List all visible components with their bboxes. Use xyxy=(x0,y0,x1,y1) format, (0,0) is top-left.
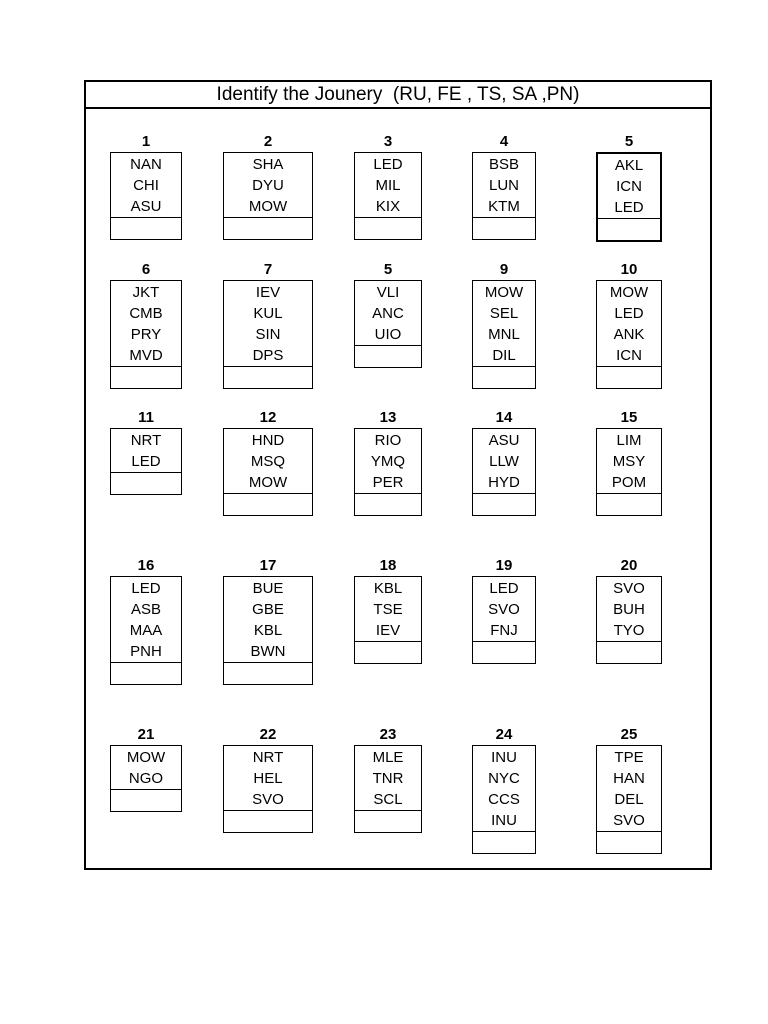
route-codes xyxy=(597,429,661,493)
city-code: PNH xyxy=(130,643,162,660)
answer-field[interactable] xyxy=(355,345,421,367)
city-code: MSQ xyxy=(250,453,286,470)
city-code: AKL xyxy=(614,157,644,174)
route-box xyxy=(223,576,313,685)
item-number: 6 xyxy=(141,261,151,278)
item-number: 20 xyxy=(620,557,638,574)
city-code: LED xyxy=(614,305,644,322)
city-code: LED xyxy=(614,199,644,216)
journey-item xyxy=(110,409,182,495)
answer-field[interactable] xyxy=(473,217,535,239)
city-code: KBL xyxy=(373,580,403,597)
item-number: 1 xyxy=(141,133,151,150)
city-code: NYC xyxy=(488,770,520,787)
route-box xyxy=(223,428,313,516)
route-box xyxy=(110,428,182,495)
item-number: 5 xyxy=(383,261,393,278)
route-codes xyxy=(111,746,181,789)
route-box xyxy=(596,745,662,854)
city-code: LED xyxy=(131,580,161,597)
route-codes xyxy=(473,429,535,493)
city-code: DYU xyxy=(252,177,284,194)
route-box xyxy=(223,280,313,389)
city-code: MAA xyxy=(129,622,163,639)
answer-field[interactable] xyxy=(473,641,535,663)
item-number: 3 xyxy=(383,133,393,150)
city-code: BWN xyxy=(250,643,286,660)
worksheet-title: Identify the Jounery (RU, FE , TS, SA ,PN) xyxy=(86,82,710,109)
item-number: 19 xyxy=(495,557,513,574)
route-box xyxy=(596,280,662,389)
journey-item xyxy=(110,133,182,240)
city-code: KUL xyxy=(253,305,283,322)
item-number: 15 xyxy=(620,409,638,426)
answer-field[interactable] xyxy=(355,217,421,239)
city-code: INU xyxy=(491,812,517,829)
city-code: YMQ xyxy=(370,453,406,470)
answer-field[interactable] xyxy=(598,218,660,240)
route-box xyxy=(472,280,536,389)
city-code: PRY xyxy=(130,326,162,343)
city-code: HYD xyxy=(488,474,520,491)
city-code: MOW xyxy=(609,284,649,301)
answer-field[interactable] xyxy=(224,217,312,239)
city-code: DPS xyxy=(252,347,284,364)
answer-field[interactable] xyxy=(473,831,535,853)
route-box xyxy=(110,576,182,685)
answer-field[interactable] xyxy=(224,662,312,684)
item-number: 12 xyxy=(259,409,277,426)
route-codes xyxy=(224,153,312,217)
city-code: SVO xyxy=(488,601,520,618)
city-code: TYO xyxy=(613,622,645,639)
city-code: CMB xyxy=(129,305,163,322)
city-code: SVO xyxy=(613,812,645,829)
city-code: ASB xyxy=(130,601,161,618)
route-codes xyxy=(355,429,421,493)
city-code: ICN xyxy=(616,178,642,195)
answer-field[interactable] xyxy=(473,366,535,388)
city-code: SIN xyxy=(255,326,281,343)
route-box xyxy=(223,152,313,240)
city-code: MVD xyxy=(129,347,163,364)
journey-item xyxy=(472,261,536,389)
item-number: 7 xyxy=(263,261,273,278)
item-number: 21 xyxy=(137,726,155,743)
city-code: MNL xyxy=(488,326,520,343)
route-box xyxy=(354,152,422,240)
city-code: CHI xyxy=(133,177,159,194)
answer-field[interactable] xyxy=(111,472,181,494)
item-number: 10 xyxy=(620,261,638,278)
route-codes xyxy=(355,746,421,810)
route-codes xyxy=(473,153,535,217)
journey-item xyxy=(223,726,313,833)
answer-field[interactable] xyxy=(597,366,661,388)
route-codes xyxy=(224,746,312,810)
city-code: ICN xyxy=(616,347,642,364)
route-box xyxy=(472,576,536,664)
item-number: 24 xyxy=(495,726,513,743)
city-code: ASU xyxy=(488,432,520,449)
journey-item xyxy=(354,261,422,368)
route-codes xyxy=(473,746,535,831)
journey-item xyxy=(596,409,662,516)
answer-field[interactable] xyxy=(597,641,661,663)
journey-item xyxy=(472,409,536,516)
item-number: 25 xyxy=(620,726,638,743)
journey-item xyxy=(354,133,422,240)
route-box xyxy=(354,280,422,368)
route-codes xyxy=(473,281,535,366)
city-code: SEL xyxy=(489,305,519,322)
answer-field[interactable] xyxy=(111,366,181,388)
route-codes xyxy=(473,577,535,641)
journey-item xyxy=(110,261,182,389)
city-code: SVO xyxy=(252,791,284,808)
item-number: 11 xyxy=(138,409,154,426)
item-number: 4 xyxy=(499,133,509,150)
journey-item xyxy=(110,726,182,812)
journey-item xyxy=(596,726,662,854)
city-code: NGO xyxy=(128,770,164,787)
route-box xyxy=(110,745,182,812)
city-code: HEL xyxy=(253,770,283,787)
city-code: BSB xyxy=(488,156,519,173)
item-number: 17 xyxy=(259,557,277,574)
city-code: NRT xyxy=(130,432,162,449)
city-code: MIL xyxy=(375,177,401,194)
city-code: UIO xyxy=(374,326,402,343)
route-codes xyxy=(355,577,421,641)
city-code: PER xyxy=(372,474,404,491)
journey-item xyxy=(223,557,313,685)
city-code: TNR xyxy=(372,770,404,787)
city-code: LLW xyxy=(489,453,519,470)
route-codes xyxy=(597,281,661,366)
answer-field[interactable] xyxy=(111,217,181,239)
city-code: MSY xyxy=(612,453,646,470)
answer-field[interactable] xyxy=(111,662,181,684)
route-codes xyxy=(111,429,181,472)
answer-field[interactable] xyxy=(224,810,312,832)
route-codes xyxy=(224,429,312,493)
answer-field[interactable] xyxy=(224,366,312,388)
city-code: DIL xyxy=(492,347,516,364)
city-code: TSE xyxy=(373,601,403,618)
route-box xyxy=(596,576,662,664)
answer-field[interactable] xyxy=(473,493,535,515)
journey-item xyxy=(596,261,662,389)
journey-item xyxy=(472,133,536,240)
journey-item xyxy=(223,261,313,389)
city-code: MLE xyxy=(372,749,404,766)
city-code: DEL xyxy=(614,791,644,808)
city-code: TPE xyxy=(614,749,644,766)
route-box xyxy=(223,745,313,833)
route-box xyxy=(596,428,662,516)
item-number: 18 xyxy=(379,557,397,574)
route-codes xyxy=(598,154,660,218)
city-code: MOW xyxy=(248,198,288,215)
journey-item xyxy=(354,409,422,516)
worksheet xyxy=(84,80,712,870)
city-code: LED xyxy=(131,453,161,470)
route-codes xyxy=(597,577,661,641)
item-number: 14 xyxy=(495,409,513,426)
city-code: ANC xyxy=(372,305,404,322)
city-code: IEV xyxy=(255,284,281,301)
city-code: NRT xyxy=(252,749,284,766)
city-code: BUE xyxy=(252,580,284,597)
city-code: VLI xyxy=(376,284,400,301)
city-code: CCS xyxy=(488,791,520,808)
journey-item xyxy=(596,133,662,242)
city-code: SHA xyxy=(252,156,284,173)
city-code: SCL xyxy=(373,791,403,808)
route-codes xyxy=(111,281,181,366)
item-number: 16 xyxy=(137,557,155,574)
city-code: KBL xyxy=(253,622,283,639)
answer-field[interactable] xyxy=(597,493,661,515)
journey-item xyxy=(223,409,313,516)
answer-field[interactable] xyxy=(355,810,421,832)
route-codes xyxy=(111,153,181,217)
journey-item xyxy=(472,557,536,664)
route-box xyxy=(110,280,182,389)
item-number: 2 xyxy=(263,133,273,150)
route-box xyxy=(472,428,536,516)
city-code: MOW xyxy=(248,474,288,491)
city-code: MOW xyxy=(126,749,166,766)
city-code: SVO xyxy=(613,580,645,597)
item-number: 13 xyxy=(379,409,397,426)
city-code: KTM xyxy=(488,198,520,215)
answer-field[interactable] xyxy=(597,831,661,853)
item-number: 23 xyxy=(379,726,397,743)
route-box xyxy=(472,745,536,854)
answer-field[interactable] xyxy=(355,493,421,515)
item-number: 9 xyxy=(499,261,509,278)
route-box xyxy=(354,428,422,516)
city-code: GBE xyxy=(252,601,284,618)
city-code: HND xyxy=(251,432,285,449)
city-code: IEV xyxy=(375,622,401,639)
city-code: ANK xyxy=(613,326,645,343)
city-code: LUN xyxy=(488,177,519,194)
route-codes xyxy=(355,281,421,345)
city-code: KIX xyxy=(375,198,401,215)
route-box xyxy=(596,152,662,242)
city-code: INU xyxy=(491,749,517,766)
journey-item xyxy=(110,557,182,685)
city-code: LIM xyxy=(616,432,642,449)
city-code: RIO xyxy=(374,432,402,449)
journey-item xyxy=(223,133,313,240)
route-codes xyxy=(224,577,312,662)
route-box xyxy=(472,152,536,240)
city-code: BUH xyxy=(613,601,645,618)
city-code: MOW xyxy=(484,284,524,301)
route-codes xyxy=(111,577,181,662)
city-code: ASU xyxy=(130,198,162,215)
route-box xyxy=(354,576,422,664)
journey-item xyxy=(472,726,536,854)
city-code: POM xyxy=(611,474,647,491)
route-box xyxy=(110,152,182,240)
answer-field[interactable] xyxy=(355,641,421,663)
answer-field[interactable] xyxy=(224,493,312,515)
journey-item xyxy=(596,557,662,664)
city-code: FNJ xyxy=(490,622,518,639)
route-box xyxy=(354,745,422,833)
answer-field[interactable] xyxy=(111,789,181,811)
journey-item xyxy=(354,726,422,833)
city-code: JKT xyxy=(132,284,160,301)
route-codes xyxy=(597,746,661,831)
city-code: LED xyxy=(373,156,403,173)
city-code: LED xyxy=(489,580,519,597)
city-code: HAN xyxy=(613,770,645,787)
item-number: 22 xyxy=(259,726,277,743)
route-codes xyxy=(355,153,421,217)
city-code: NAN xyxy=(130,156,162,173)
route-codes xyxy=(224,281,312,366)
journey-item xyxy=(354,557,422,664)
item-number: 5 xyxy=(624,133,634,150)
